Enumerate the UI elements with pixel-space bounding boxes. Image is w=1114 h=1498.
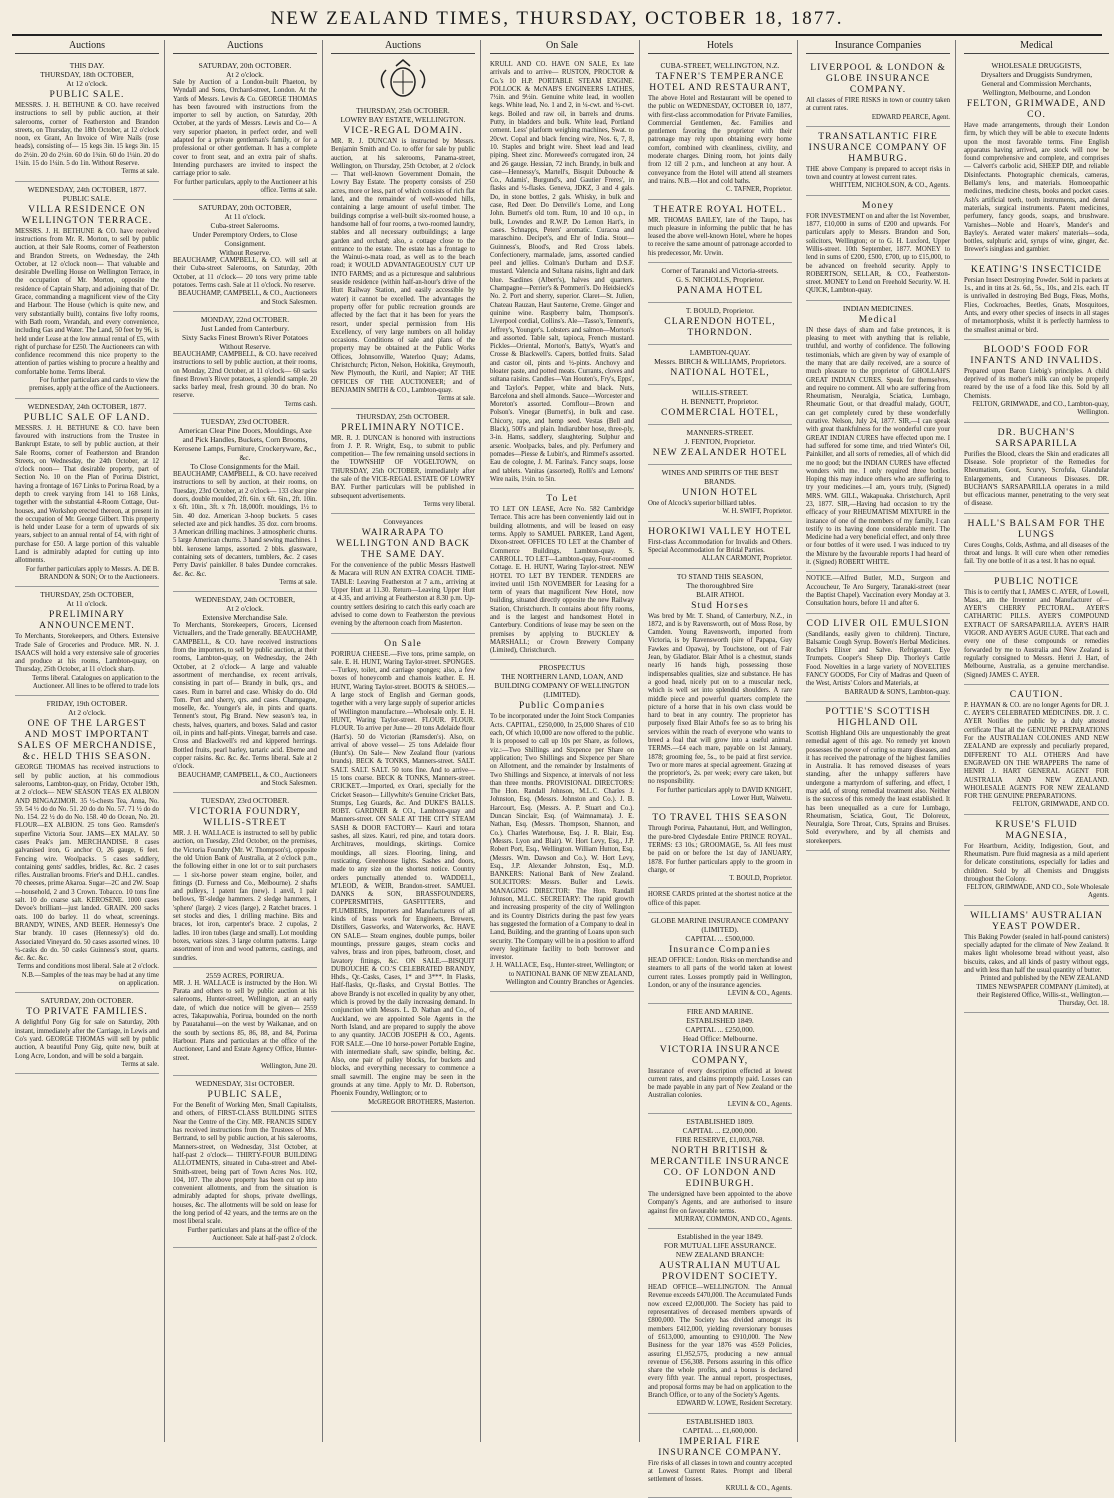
ad-body: IN these days of sham and false pretences, it is pleasing to meet with anything that is reliable, truthful, and worthy of confidence. The following testimonials, which are given by way of example of the many that are daily received, are a source of much pleasure to the proprietor of GHOLLAH'S GREAT INDIAN CURES. Speak for themselves, and require no comment. All who are suffering from Rheumatism, Neuralgia, Sciatica, Lumbago, Rheumatic Gout, or that dreadful malady, GOUT, can get completely cured by these wonderfully curative. Nelson, July 24, 1877. SIR,—I can speak with great thankfulness for the wonderful cure your GREAT INDIAN CURES have effected upon me. I had suffered for some time, and tried Winter's Oil, Painkiller, and all sorts of remedies, all of which did me no good; but the INDIAN CURES have effected wonders with me. I only required three bottles. Hoping this may induce others who are suffering to try your medicines.—I am, yours truly, (Signed) MRS. WM. GILL, Wakapuaka. Christchurch, April 23, 1877. SIR,—Having had occasion to try the efficacy of your RHEUMATISM MIXTURE in the instance of one of the members of my family, I can testify to its having done considerable merit. The Medicine had a very beneficial effect, and only three or four bottles of it were used. I was induced to try the Mixture by the favourable reports I had heard of it. (Signed) ROBERT WHITE. <box>806 326 950 567</box>
ad-subline: ESTABLISHED 1849. <box>686 1015 754 1025</box>
ad-footer: Printed and published by the NEW ZEALAND TIMES NEWSPAPER COMPANY (Limited), at their Registered Office, Willis-st., Wellington.—Thursday, Oct. 18. <box>976 975 1109 1008</box>
advertisement <box>964 340 1109 423</box>
ad-subline: Cuba-street Salerooms. <box>210 221 280 231</box>
ad-subline: Wellington, Melbourne, and London <box>982 88 1091 97</box>
ad-title: NEW ZEALANDER HOTEL <box>652 447 788 459</box>
ad-subline: WEDNESDAY, 24th OCTOBER, 1877. <box>27 401 147 411</box>
ad-subline: The thoroughbred Sire <box>686 580 754 590</box>
ad-footer: Wellington, June 20. <box>260 1062 317 1070</box>
advertisement <box>173 793 317 968</box>
column-2 <box>168 40 323 1442</box>
ad-body: For the convenience of the public Messrs Hastwell & Macara will RUN AN EXTRA COACH. TIME-TABLE: Leaving Featherston at 7 a.m., arriving at Upper Hutt at 11.30. Return—Leaving Upper Hutt at 4.35, and arriving at Featherston at 8.30 p.m. Up-country settlers desiring to catch this early coach are advised to come down to Featherston the previous evening by the afternoon coach from Masterton. <box>331 562 475 628</box>
advertisement <box>173 58 317 200</box>
ad-title: PUBLIC NOTICE <box>994 575 1079 587</box>
ad-subline: SATURDAY, 20th OCTOBER. <box>198 61 292 70</box>
advertisement <box>331 514 475 633</box>
ad-footer: FELTON, GRIMWADE, AND CO., Sole Wholesale Agents. <box>966 884 1109 900</box>
ad-subline: At 11 o'clock. <box>224 212 266 222</box>
advertisement <box>15 696 159 993</box>
ad-body: HEAD OFFICE: London. Risks on merchandise and steamers to all parts of the world taken at lowest current rates. Losses promptly paid in Wellington, London, or any of the insurance agencies. <box>648 957 792 989</box>
ad-title: TO TRAVEL THIS SEASON <box>652 812 788 824</box>
ad-subline: WEDNESDAY, 24th OCTOBER, 1877. <box>27 184 147 194</box>
advertisement <box>964 815 1109 906</box>
advertisement <box>173 414 317 592</box>
ad-title: On Sale <box>384 637 422 649</box>
ad-body: To be incorporated under the Joint Stock Companies Acts. CAPITAL, £250,000, In 25,000 Shares of £10 each, Of which 10,000 are now offered to the public. It is proposed to call up 10s per Share, as follows, viz.:—Two Shillings and Sixpence per Share on application; Two Shillings and Sixpence per Share on Allotment, and the remainder by Instalments of Two Shillings and Sixpence, at intervals of not less than three months. PROVISIONAL DIRECTORS: The Hon. Randall Johnson, M.L.C. Charles J. Johnston, Esq. (Messrs. Johnston and Co.). J. B. Harcourt, Esq. (Messrs. A. P. Stuart and Co.). Duncan Sinclair, Esq. (of Waimnamata). J. E. Nathan, Esq. (Messrs. Thompson, Shannon, and Co.). Charles Waterhouse, Esq. J. R. Blair, Esq. (Messrs. Lyon and Blair). W. Hort Levy, Esq., J.P. Robert Port, Esq., Wellington. William Hutton, Esq. (Messrs. Wm. Dawson and Co.). W. Hort Levy, Esq., J.P. Alexander Johnston, Esq., M.D. BANKERS: National Bank of New Zealand. SOLICITORS: Messrs. Buller and Lewis. MANAGING DIRECTOR: The Hon. Randall Johnson, M.L.C. SECRETARY: The rapid growth and increasing prosperity of the city of Wellington and its Country Districts during the past few years has suggested the formation of a Company to deal in Land, Building, and the granting of Loans upon such security. The Company will be in a position to afford every legitimate facility to both borrower and investor. <box>490 713 634 962</box>
ad-body: MESSRS. J. H. BETHUNE & CO. have been favoured with instructions from the Trustee in Bankrupt Estate, to sell by public auction, at their Sale Rooms, corner of Featherston and Brandon Streets, on Wednesday, the 24th October, at 12 o'clock noon— That desirable property, part of Section No. 10 on the Plan of Porirua District, having a frontage of 167 Links to Porirua Road, by a depth to creek varying from 141 to 168 Links, together with the substantial 4-Room Cottage, Out-houses, and Workshop erected thereon, at present in the occupation of Mr. George Gilbert. This property is held under Lease for a term of upwards of six years, subject to an annual rental of £4, with right of purchase for £50. A large portion of this valuable Land is admirably adapted for cutting up into allotments. <box>15 424 159 565</box>
advertisement <box>490 58 634 489</box>
ad-footer: Terms at sale. <box>437 395 475 403</box>
advertisement <box>806 58 950 127</box>
ad-subline: At 2 o'clock. <box>226 70 264 79</box>
advertisement <box>806 196 950 301</box>
ad-body: First-class Accommodation for Invalids and Others. Special Accommodation for Bridal Parties. <box>648 538 792 554</box>
ad-subline: To Close Consignments for the Mail. <box>190 462 300 472</box>
ad-footer: BEAUCHAMP, CAMPBELL, & CO., Auctioneers and Stock Salesmen. <box>178 771 317 787</box>
ad-body: For the Benefit of Working Men, Small Capitalists, and others, of FIRST-CLASS BUILDING SITES Near the Centre of the City. MR. FRANCIS SIDEY has received instructions from the Trustees of Mrs. Bertrand, to sell by public auction, at his salerooms, Manners-street, on Wednesday, 31st October, at half-past 2 o'clock— THIRTY-FOUR BUILDING ALLOTMENTS, situated in Cuba-street and Abel-Smith-street, being part of Town Acres Nos. 102, 104, 107. The above property has been cut up into convenient allotments, and from the situation is admirably adapted for shops, private dwellings, houses, &c. The allotments will be sold on lease for the long period of 42 years, and the terms are on the most liberal scale. <box>173 1102 317 1226</box>
ad-footer: Terms at sale. <box>121 1060 159 1068</box>
advertisement <box>648 1114 792 1229</box>
ad-body: Cures Coughs, Colds, Asthma, and all diseases of the throat and lungs. It will cure when other remedies fail. Try one bottle of it as a test. It has no equal. <box>964 541 1109 566</box>
ad-subline: CAPITAL ... £250,000. <box>685 1024 755 1034</box>
ad-title: CAUTION. <box>1009 688 1064 700</box>
ad-subline: LOWRY BAY ESTATE, WELLINGTON. <box>340 115 466 124</box>
ad-body: Have made arrangements, through their London firm, by which they will be able to execute Indents upon the most favorable terms. Fine English apparatus having arrived, are stock will now be found comprehensive and complete, and comprises— Calvert's carbolic acid, SHEEP DIP, and reliable Disinfectants. Photographic chemicals, cameras, Bellamy's lens, and materials. Homoeopathic medicines, medicine chests, books and pocket cases. Ash's artificial teeth, tooth instruments, and dental materials, surgical instruments. Patent medicines, perfumery, fancy goods, soaps, and brushware. Varnishes—Noble and Hoare's, Mander's and Bayley's. Aerated water makers' materials—soda, bottles, sulphuric acid, syrups of wine, ginger, &c. Brewer's isinglass and gambier. <box>964 122 1109 254</box>
advertisement <box>648 888 792 913</box>
ad-title: UNION HOTEL <box>682 487 758 499</box>
advertisement <box>173 312 317 414</box>
ad-subline: J. FENTON, Proprietor. <box>684 437 756 447</box>
ad-footer: LEVIN & CO., Agents. <box>727 1100 792 1108</box>
advertisement <box>648 263 792 303</box>
ad-title: TAFNER'S TEMPERANCE HOTEL AND RESTAURANT, <box>649 71 791 93</box>
column-7 <box>959 40 1114 1442</box>
ad-subline: WEDNESDAY, 24th OCTOBER, <box>194 595 296 605</box>
advertisement <box>964 906 1109 1014</box>
advertisement <box>648 200 792 263</box>
ad-subline: LAMBTON-QUAY. <box>689 348 751 358</box>
ad-subline: CAPITAL ... £1,600,000. <box>682 1425 758 1435</box>
ad-footer: Terms liberal. Catalogues on application to the Auctioneer. All lines to be offered to trade lots <box>32 674 159 691</box>
ad-title: POTTIE'S SCOTTISH HIGHLAND OIL <box>825 705 931 728</box>
column-3 <box>326 40 481 1442</box>
advertisement <box>964 58 1109 260</box>
ad-subline: FOR MUTUAL LIFE ASSURANCE. <box>663 1241 777 1251</box>
ad-subline: WILLIS-STREET. <box>692 388 748 398</box>
ad-title: BLOOD'S FOOD FOR INFANTS AND INVALIDS. <box>970 343 1103 366</box>
ad-subline: WHOLESALE DRUGGISTS, <box>991 61 1082 70</box>
column-1 <box>10 40 165 1442</box>
ad-body: Sale by Auction of a London-built Phaeton, by Wyndall and Sons, Orchard-street, London. At the Yards of Messrs. Lewis & Co. GEORGE THOMAS has been favoured with instructions from the importer to sell by auction, on Saturday, 20th October, at the yards of Messrs. Lewis and Co— A very superior phaeton, in perfect order, and well adapted for a private gentleman's family, or for a professional or other gentleman. It has a complete cover to front seat, and an extra pair of shafts. Intending purchasers are invited to inspect the carriage prior to sale. <box>173 79 317 178</box>
ad-title: PUBLIC SALE, <box>207 1089 283 1101</box>
advertisement <box>15 58 159 182</box>
ad-body: MR. THOMAS BAILEY, late of the Taupo, has much pleasure in informing the public that he has leased the above well-known Hotel, where he hopes to receive the same amount of patronage accorded to his predecessor, Mr. Urwin. <box>648 216 792 257</box>
ad-subline: MONDAY, 22nd OCTOBER. <box>200 314 290 324</box>
ad-title: PUBLIC SALE. <box>49 89 125 100</box>
ad-footer: T. BOULD, Proprietor. <box>729 875 792 883</box>
ad-title: Public Companies <box>518 700 606 712</box>
ad-title: To Let <box>546 493 578 505</box>
advertisement <box>173 200 317 312</box>
ad-footer: For further particulars, apply to the Auctioneer at his office. Terms at sale. <box>173 178 317 194</box>
ad-footer: For further particulars apply to Messrs. A. DE B. BRANDON & SON; Or to the Auctioneers. <box>25 565 159 581</box>
advertisement <box>964 685 1109 815</box>
ad-title: ONE OF THE LARGEST AND MOST IMPORTANT SALES OF MERCHANDISE, &c. HELD THIS SEASON. <box>17 718 157 763</box>
ad-title: VICE-REGAL DOMAIN. <box>343 125 463 136</box>
advertisement <box>648 58 792 200</box>
ad-body: (Sandilands, easily given to children). Tincture, Balsamic Cough Syrup. Bowen's Herbal Medicines. Roche's Elixer and Salve. Refrigerant. Eye Trumpets. Cooper's Sheep Dip. Thorley's Cattle Food. Novelties in a large variety of NOVELTIES FANCY GOODS, For City of Madras and Queen of the West, Artists' Colors and Materials, at <box>806 630 950 688</box>
ad-subline: THURSDAY, 25th OCTOBER, <box>40 590 134 600</box>
ad-title: FELTON, GRIMWADE, AND CO. <box>966 98 1107 120</box>
ad-body: BEAUCHAMP, CAMPBELL, & CO. will sell at their Cuba-street Salerooms, on Saturday, 20th October, at 11 o'clock— 20 tons very prime table potatoes. Terms cash. Sale at 11 o'clock. No reserve. <box>173 257 317 290</box>
advertisement <box>806 614 950 702</box>
advertisement <box>648 385 792 425</box>
ad-body: HEAD OFFICE—WELLINGTON. The Annual Revenue exceeds £470,000. The Accumulated Funds now exceed £2,000,000. The Society has paid to representatives of deceased members upwards of £800,000. The Society has divided amongst its members £412,000, yielding reversionary bonuses of £613,000, amounting to £910,000. The New Business for the year 1876 was 4559 Policies, assuring £1,952,575, producing a new annual revenue of £56,308. Persons assuring in this office share the whole profits, and a bonus is declared every fifth year. The annual report, prospectuses, and proposal forms may be had on application to the Branch Office, or to any of the Society's Agents. <box>648 1284 792 1400</box>
advertisement <box>964 572 1109 685</box>
ad-subline: THURSDAY, 25th OCTOBER. <box>356 106 450 115</box>
ad-subline: ESTABLISHED 1803. <box>686 1416 754 1426</box>
ad-subline: THIS DAY. <box>69 61 105 70</box>
ad-footer: KRULL & CO., Agents. <box>725 1484 792 1492</box>
ad-title: TRANSATLANTIC FIRE INSURANCE COMPANY OF HAMBURG. <box>808 130 948 164</box>
ad-title: Insurance Companies <box>669 944 771 956</box>
ad-body: MR. R. J. DUNCAN is instructed by Messrs. Benjamin Smith and Co. to offer for sale by public auction, at his salerooms, Panama-street, Wellington, on Thursday, 25th October, at 2 o'clock— That well-known Government Domain, the Lowry Bay Estate. The property consists of 250 acres, more or less, part of which consists of rich flat land, and the remainder of well-wooded hills, containing a large amount of useful timber. The buildings comprise a well-built six-roomed house, a handsome hall of four rooms, a two-roomed laundry, stables and all necessary outbuildings; a large garden and orchard; also, a cottage close to the entrance to the estate. The estate has a frontage to the Wainui-o-mata road, as well as to the beach road; it WOULD ADVANTAGEOUSLY CUT UP INTO FARMS; and as a picturesque and salubrious seaside residence (within half-an-hour's drive of the Hutt Railway Station, and easily accessible by water) it cannot be excelled. The advantages the property offer for public recreation grounds are affected by the fact that it has been for years the resort, under special permission from His Excellency, of very large numbers on all holiday occasions. Conditions of sale and plans of the property may be obtained at the Public Works Offices, Johnsonville, Waterloo Quay; Adams, Christchurch; Picton, Nelson, Hokitika, Greymouth, New Plymouth, the Kuril, and Napier; AT THE OFFICES OF THE AUCTIONEER; and of BENJAMIN SMITH & CO., Lambton-quay. <box>331 138 475 394</box>
ad-body: Purifies the Blood, clears the Skin and eradicates all Disease. Sole proprietor of the Remedies for Rheumatism, Gout, Scurvy, Scrofula, Glandular Enlargements, and Cutaneous Diseases. DR. BUCHAN'S SARSAPARILLA operates in a mild but efficacious manner, penetrating to the very seat of disease. <box>964 450 1109 508</box>
ad-subline: ESTABLISHED 1809. <box>686 1117 754 1126</box>
ad-footer: For further particulars and cards to view the premises, apply at the office of the Auctioneers. <box>29 377 159 393</box>
ad-subline: INDIAN MEDICINES. <box>842 303 914 313</box>
masthead-rule <box>12 34 1102 36</box>
ad-subline: Established in the year 1849. <box>677 1232 763 1242</box>
ad-title: DR. BUCHAN'S SARSAPARILLA <box>995 426 1078 449</box>
advertisement <box>648 808 792 888</box>
ad-subline: Sixty Sacks Finest Brown's River Potatoes Without Reserve. <box>182 332 308 351</box>
ad-body: MR. J. H. WALLACE is instructed by the Hon. Wi Parata and others to sell by public auction at his salerooms, Hunter-street, Wellington, at an early date, of which due notice will be given— 2559 acres, Takapuwahia, Porirua, bounded on the north by Pauatahanui—on the west by Waikanae, and on the south by sections 85, 86, 88, and 84, Porirua Harbour. Plans and particulars at the office of the Auctioneer, Land and Estate Agency Office, Hunter-street. <box>173 979 317 1062</box>
ad-body: BEAUCHAMP, CAMPBELL, & CO. have received instructions to sell by public auction, at their rooms, on Monday, 22nd October, at 11 o'clock— 60 sacks finest Brown's River potatoes, a splendid sample. 20 sacks barley meal, fresh ground. 30 do bran. No reserve. <box>173 350 317 400</box>
column-heading: Medical <box>964 40 1109 54</box>
ad-body: This is to certify that I, JAMES C. AYER, of Lowell, Mass., am the Inventor and Manufacturer of— AYER'S CHERRY PECTORAL. AYER'S CATHARTIC PILLS. AYER'S COMPOUND EXTRACT OF SARSAPARILLA. AYER'S HAIR VIGOR. AND AYER'S AGUE CURE. That each and every one of these compounds or remedies forwarded by me to Australia and New Zealand is regularly consigned to Messrs. Henri J. Hart, of Melbourne, Australia, as a genuine merchandise. (Signed) JAMES C. AYER. <box>964 588 1109 679</box>
ad-title: KRUSE'S FLUID MAGNESIA, <box>995 818 1078 841</box>
ad-subline: Drysalters and Druggists Sundrymen, <box>980 70 1093 79</box>
column-heading: On Sale <box>490 40 634 54</box>
ad-subline: BLAIR ATHOL <box>696 589 744 599</box>
ad-title: Money <box>861 199 895 211</box>
ad-title: PRELIMINARY NOTICE. <box>341 421 465 433</box>
ad-subline: SATURDAY, 20th OCTOBER, <box>198 203 292 213</box>
ad-subline: Just Landed from Canterbury. <box>200 323 290 333</box>
column-heading: Auctions <box>331 40 475 54</box>
column-heading: Auctions <box>15 40 159 54</box>
advertisement <box>648 345 792 385</box>
ad-body: For Heartburn, Acidity, Indigestion, Gout, and Rheumatism. Pure fluid magnesia as a mild aperient for delicate constitutions, especially for ladies and children. Sold by all Chemists and Druggists throughout the Colony. <box>964 842 1109 883</box>
column-heading: Insurance Companies <box>806 40 950 54</box>
ad-footer: EDWARD PEARCE, Agent. <box>871 113 950 121</box>
ad-title: AUSTRALIAN MUTUAL PROVIDENT SOCIETY. <box>659 1260 781 1283</box>
ad-title: VICTORIA INSURANCE COMPANY, <box>659 1043 781 1066</box>
ad-subline: GLOBE MARINE INSURANCE COMPANY (LIMITED). <box>651 916 789 935</box>
ad-subline: Head Office: Melbourne. <box>682 1033 758 1043</box>
advertisement <box>15 182 159 399</box>
ad-subline: CAPITAL ... £500,000. <box>685 934 755 944</box>
ad-subline: General and Commission Merchants, <box>981 79 1092 88</box>
ad-subline: At 2 o'clock. <box>68 708 106 718</box>
ad-footer: FELTON, GRIMWADE, and CO., Lambton-quay, Wellington. <box>972 401 1109 417</box>
ad-title: LIVERPOOL & LONDON & GLOBE INSURANCE COMPANY. <box>810 62 946 95</box>
ad-title: Stud Horses <box>691 599 749 611</box>
ad-subline: Under Peremptory Orders, to Close Consignment. <box>192 230 298 249</box>
ad-footer: C. TAFNER, Proprietor. <box>726 186 792 194</box>
advertisement <box>648 425 792 465</box>
advertisement <box>648 1414 792 1498</box>
ad-subline: MANNERS-STREET. <box>686 428 754 438</box>
ad-footer: W. H. SWIFT, Proprietor. <box>722 508 792 516</box>
advertisement <box>806 572 950 613</box>
ad-body: GEORGE THOMAS has received instructions to sell by public auction, at his commodious salerooms, Lambton-quay, on Friday, October 19th, at 2 o'clock— NEW SEASON TEAS EX ALBION AND BINGAZIMOR. 35 ½-chests Tea, Anna, No. 59. 54 ½ do do No. 51. 20 do do No. 57. 71 ½ do do No. 154. 22 ½ do do No. 158. 40 do Ocean, No. 20. FLOUR—EX ALBION. 25 tons Geo. Ramsden's superfine Victoria Sour. JAMS—EX MALAY. 50 cases Peak's jam. MERCHANDISE. 8 cases galvanised iron, G anchor O, 26 gauge, 6 feet. Fencing wire. Woolpacks. 5 cases saddlery, containing gents' saddles, bridles, &c. &c. 2 cases rifles. Australian brooms. Frier's and D.H.L. candles. 70 cheeses, prime Akaroa. Sugar—2C and 2W. Soap—household, 2 and 3 Crown. Tobacco. 10 tons fine salt. 10 do coarse salt. KEROSENE. 1000 cases Devoe's brilliant—just landed. GRAIN. 200 sacks oats. 100 do barley. 11 do wheat, screenings. BRANDY, WINES, AND BEER. Hennessy's One Star brandy. 10 cases (Hennessy's) old do. Associated Vineyard do. 50 cases assorted wines. 10 ¼-casks do do. 50 casks Guinness's stout, quarts. &c. &c. &c. <box>15 764 159 963</box>
ad-subline: At 12 o'clock. <box>66 79 108 88</box>
ad-subline: CUBA-STREET, WELLINGTON, N.Z. <box>660 61 780 70</box>
ad-body: PORIRUA CHEESE.—Five tons, prime sample, on sale. E. H. HUNT, Waring Taylor-street. SPONGES.—Turkey, toilet, and carriage sponges; also, a few boxes of honeycomb and chamois leather. E. H. HUNT, Waring Taylor-street. BOOTS & SHOES.—A large stock of English and German goods, together with a very large supply of superior articles of Wellington manufacture.—Wholesale only. E. H. HUNT, Waring Taylor-street. FLOUR. FLOUR. FLOUR. To arrive per June— 20 tons Adelaide flour (Hart's). 50 do Victorian (Ramsden's). Also, on arrival of above vessel— 25 tons Adelaide flour (Hunt's). On Sale— New Zealand flour (various brands). BECK & TONKS, Manners-street. SALT. SALT. SALT. SALT. 50 tons fine. And to arrive— 15 tons coarse. BECK & TONKS, Manners-street. CRICKET.—Imported, ex Orari, specially for the Cricket Season— Lillywhite's Genuine Cricket Bats, Stumps, Leg Guards, &c. And DUKE'S BALLS. ROBT. GARDNER & CO., Lambton-quay and Manners-street. ON SALE AT THE CITY STEAM SASH & DOOR FACTORY— Kauri and totara sashes, all sizes. Kauri, red pine, and totara doors. Architraves, mouldings, skirtings. Cornice mouldings, all sizes. Flooring, lining, and rusticating. Greenhouse lights. Sashes and doors, made to any size on the shortest notice. Country orders punctually attended to. WADDELL, M'LEOD, & WEIR, Brandon-street. SAMUEL DANKS & SON, BRASSFOUNDERS, COPPERSMITHS, GASFITTERS, and PLUMBERS, Importers and Manufacturers of all kinds of brass work for Engineers, Brewers, Distillers, Gasworks, and Waterworks, &c. HAVE ON SALE— Steam engines, double pumps, boiler mountings, pressure gauges, steam cocks and valves, brass and iron pipes, bathroom, closet, and lavatory fittings, &c. ON SALE.—BISQUIT DUBOUCHE & CO.'S CELEBRATED BRANDY, Hhds., Qr.-Casks, Cases, 1* and 3***. In Flasks, Half-flasks, Qr.-flasks, and Crystal Bottles. The above Brandy is not excelled in quality by any other, which is proved by the daily increasing demand. In conjunction with Messrs. L. D. Nathan and Co., of Auckland, we are appointed Sole Agents in the North Island, and are prepared to supply the above to any quantity. JACOB JOSEPH & CO., Agents. FOR SALE.—One 10 horse-power Portable Engine, with intermediate shaft, saw spindle, belting, &c. Also, one pair of pulley blocks, for buckets and blocks, and everything necessary to commence a small sawmill. The engine may be seen in the grounds at any time. Apply to Mr. D. Robertson, Phoenix Foundry, Wellington; or to <box>331 650 475 1098</box>
advertisement <box>648 303 792 345</box>
advertisement <box>964 514 1109 572</box>
advertisement <box>15 399 159 588</box>
ad-subline: TUESDAY, 23rd OCTOBER. <box>200 417 290 427</box>
column-6 <box>801 40 956 1442</box>
ad-footer: LEVIN & CO., Agents. <box>727 990 792 998</box>
ad-subline: 2559 ACRES, PORIRUA. <box>205 970 285 980</box>
advertisement <box>331 103 475 409</box>
ad-body: All classes of FIRE RISKS in town or country taken at current rates. <box>806 97 950 113</box>
ad-footer: EDWARD W. LOWE, Resident Secretary. <box>676 1400 792 1408</box>
column-4 <box>485 40 640 1442</box>
ad-title: VILLA RESIDENCE ON WELLINGTON TERRACE. <box>21 203 153 226</box>
ad-footer: Terms and conditions most liberal. Sale at 2 o'clock. N.B.—Samples of the teas may be had at any time on application. <box>17 963 159 988</box>
ad-footer: ALLAN CARMONT, Proprietor. <box>701 555 792 563</box>
ad-subline: PUBLIC SALE. <box>62 193 112 203</box>
ad-subline: SATURDAY, 20th OCTOBER. <box>40 996 134 1006</box>
ad-subline: PROSPECTUS <box>538 663 585 673</box>
ad-subline: THE NORTHERN LAND, LOAN, AND BUILDING COMPANY OF WELLINGTON (LIMITED). <box>494 672 630 700</box>
ad-footer: BARRAUD & SON'S, Lambton-quay. <box>844 688 950 696</box>
ad-footer: MURRAY, COMMON, AND CO., Agents. <box>674 1215 792 1223</box>
ad-body: Prepared upon Baron Liebig's principles. A child deprived of its mother's milk can only be properly reared by the use of a food like this. Sold by all Chemists. <box>964 367 1109 400</box>
ad-body: The above Hotel and Restaurant will be opened to the public on WEDNESDAY, OCTOBER 10, 1877, with first-class accommodation for Private Families, Commercial Gentlemen, &c. Families and gentlemen favoring the proprietor with their patronage may rely upon obtaining every home comfort, combined with cleanliness, civility, and moderate charges. Dining room, hot joints daily from 12 till 2 p.m., and luncheon at any hour. A conveyance from the Hotel will attend all steamers and trains. N.B.—Hot and cold baths. <box>648 95 792 185</box>
ad-title: COD LIVER OIL EMULSION <box>806 617 950 629</box>
ad-body: Persian Insect Destroying Powder. Sold in packets at 1s., and in tins at 2s. 6d., 5s., 10s., and 21s. each. IT is unrivalled in destroying Bed Bugs, Fleas, Moths, Flies, Cockroaches, Beetles, Gnats, Mosquitoes, Ants, and every other species of insects in all stages of metamorphosis, whilst it is perfectly harmless to the smallest animal or bird. <box>964 276 1109 334</box>
ad-title: VICTORIA FOUNDRY, WILLIS-STREET <box>189 806 301 829</box>
ad-subline: FIRE AND MARINE. <box>686 1006 754 1016</box>
ad-footer: J. H. WALLACE, Esq., Hunter-street, Wellington; or to NATIONAL BANK OF NEW ZEALAND, Wellington and Country Branches or Agencies. <box>490 962 634 986</box>
ad-footer: Terms very liberal. <box>423 500 475 508</box>
advertisement <box>648 1004 792 1114</box>
ad-title: IMPERIAL FIRE INSURANCE COMPANY. <box>658 1435 782 1458</box>
ad-footer: Further particulars and plans at the office of the Auctioneer. Sale at half-past 2 o'clock. <box>187 1226 317 1242</box>
masthead: NEW ZEALAND TIMES, THURSDAY, OCTOBER 18, 1877. <box>270 8 844 29</box>
column-heading: Auctions <box>173 40 317 54</box>
ad-title: NATIONAL HOTEL, <box>670 367 770 379</box>
ad-title: KEATING'S INSECTICIDE <box>970 263 1103 275</box>
ad-title: WILLIAMS' AUSTRALIAN YEAST POWDER. <box>970 909 1103 932</box>
ad-body: THE above Company is prepared to accept risks in town and country at lowest current rates. <box>806 165 950 182</box>
ad-body: To Merchants, Storekeepers, Grocers, Licensed Victuallers, and the Trade generally. BEAUCHAMP, CAMPBELL, & CO. have received instructions from the importers, to sell by public auction, at their rooms, Lambton-quay, on Wednesday, the 24th October, at 2 o'clock— A large and valuable assortment of merchandise, ex recent arrivals, consisting in part of— Brandy in bulk, qrs., and cases. Rum in barrel and case. Whisky do do. Old Tom. Port and sherry, qrs. and cases. Champagne, moselle, &c. Younger's ale, in pints and quarts. Tennent's stout, Pig Brand. New season's tea, in chests, halves, quarters, and boxes. Salad and castor oil, in pints and half-pints. Vinegar, barrels and case. Cross and Blackwell's red and kippered herrings. Bottled fruits, pearl barley, tartaric acid. Ebeme and copper raisins. &c. &c. &c. Terms liberal. Sale at 2 o'clock. <box>173 622 317 771</box>
ad-subline: FRIDAY, 19th OCTOBER. <box>46 699 128 709</box>
ad-footer: Terms cash. <box>284 400 317 408</box>
advertisement <box>648 522 792 569</box>
ad-body: MR. J. H. WALLACE is instructed to sell by public auction, on Tuesday, 23rd October, on the premises, the Victoria Foundry (Mr. W. Thompson's), opposite the old Union Bank of Australia, at 2 o'clock p.m., the following either in one lot or to suit purchasers— 1 six-horse power steam engine, boiler, and fittings (D. Furness and Co., Melbourne). 2 shafts and pulleys, 1 patent fan (new). 1 anvil, 1 pair bellows, 'B'-sledge hammers. 2 sledge hammers, 1 'sphere' (large). 2 vices (large), 2 Ratchet braces. 1 set stocks and dies, 1 drilling machine. Bits and braces, lot iron, carpenter's brace. 2 cupolas, 2 ladles. 10 iron tubes (large and small). Lot moulding boxes, various sizes. 3 large column patterns. Large assortment of iron and wood patterns, castings, and sundries. <box>173 830 317 962</box>
ad-body: FOR INVESTMENT on and after the 1st November, 1877, £10,000 in sums of £200 and upwards. For particulars apply to Messrs. Brandon and Son, solicitors, Wellington; or to G. H. Luxford, Upper Willis-street. 10th September, 1877. MONEY to lend in sums of £200, £500, £700, up to £15,000, to be advanced on freehold security. Apply to ROBERTSON, SELLAR, & CO., Featherston-street. MONEY to Lend on Freehold Security. W. H. QUICK, Lambton-quay. <box>806 212 950 295</box>
ad-body: P. HAYMAN & CO. are no longer Agents for DR. J. C. AYER'S CELEBRATED MEDICINES. DR. J. C. AYER Notifies the public by a duly attested certificate That all the GENUINE PREPARATIONS For the AUSTRALIAN COLONIES AND NEW ZEALAND are expressly and peculiarly prepared, DIFFERENT TO ALL OTHERS And have ENGRAVED ON THE WRAPPERS The name of HENRI J. HART GENERAL AGENT FOR AUSTRALIA AND NEW ZEALAND. WHOLESALE AGENTS FOR NEW ZEALAND FOR THE GENUINE PREPARATIONS. <box>964 701 1109 801</box>
ad-subline: TUESDAY, 23rd OCTOBER. <box>200 796 290 806</box>
advertisement <box>806 702 950 851</box>
ad-subline: American Clear Pine Doors, Mouldings, Axe and Pick Handles, Buckets, Corn Brooms, Kerosene Lamps, Furniture, Crockeryware, &c., &c. <box>173 426 317 463</box>
ad-title: PUBLIC SALE OF LAND. <box>23 411 151 423</box>
advertisement <box>806 127 950 196</box>
ad-body: BEAUCHAMP, CAMPBELL, & CO. have received instructions to sell by auction, at their rooms, on Tuesday, 23rd October, at 2 o'clock— 133 clear pine doors, double moulded, 2ft. 6in. x 6ft. 6in., 2ft. 10in. x 6ft. 10in., 3ft. x 7ft. 18,000ft. mouldings, 1½ to 5in. 40 doz. American 3-hoop buckets. 5 cases selected axe and pick handles. 35 doz. corn brooms. 3 American drilling machines. 3 atmospheric churns. 5 large American churns. 3 hand sewing machines. 1 bbl. kerosene lamps, assorted. 2 bbls. glassware, containing sets of decanters, tumblers, &c. 2 cases Perry Davis' painkiller. 8 bales Dundee corncrakes. &c. &c. &c. <box>173 471 317 578</box>
ad-footer: WHITTEM, NICHOLSON, & CO., Agents. <box>829 182 950 190</box>
advertisement <box>964 423 1109 514</box>
advertisement <box>331 409 475 515</box>
ad-footer: For further particulars apply to DAVID KNIGHT, Lower Hutt, Waiwetu. <box>656 786 792 803</box>
advertisement <box>648 1229 792 1413</box>
ad-title: THEATRE ROYAL HOTEL. <box>653 203 787 215</box>
ad-subline: Extensive Merchandise Sale. <box>202 613 288 623</box>
ad-footer: McGREGOR BROTHERS, Masterton. <box>368 1098 475 1106</box>
ad-body: NOTICE.—Alfred Butler, M.D., Surgeon and Accoucheur, Te Aro Surgery, Taranaki-street (near the Baptist Chapel). Vaccination every Monday at 3. Consultation hours, before 11 and after 6. <box>806 575 950 608</box>
ad-subline: Corner of Taranaki and Victoria-streets. <box>661 266 779 276</box>
ad-body: One of Alcock's superior billiard tables. <box>648 500 757 508</box>
ad-title: TO PRIVATE FAMILIES. <box>26 1006 148 1018</box>
ad-title: HOROKIWI VALLEY HOTEL <box>648 525 792 537</box>
ad-subline: Messrs. BIRCH & WILLIAMS, Proprietors. <box>654 357 786 367</box>
ad-body: Scottish Highland Oils are unquestionably the great remedial agent of this age. No remedy yet known possesses the power of curing so many diseases, and it has received the patronage of the highest families in Australia. It has removed diseases of years standing, after the unhappy sufferers have undergone a martyrdom of suffering, and effect, I may add, of strong remedial treatment also. Neither is the success of this remedy the least established. It has been unequalled as a cure for Lumbago, Rheumatism, Sciatica, Gout, Tic Doloreux, Neuralgia, Sore Throat, Cuts, Sprains and Bruises. Sold everywhere, and by all chemists and storekeepers. <box>806 729 950 845</box>
column-heading: Hotels <box>648 40 792 54</box>
ad-subline: TO STAND THIS SEASON, <box>676 571 764 581</box>
advertisement <box>648 913 792 1003</box>
ad-body: To Merchants, Storekeepers, and Others. Extensive Trade Sale of Groceries and Produce. MR. N. J. ISAACS will hold a very extensive sale of groceries and produce at his rooms, Lambton-quay, on Thursday, 25th October, at 11 o'clock sharp. <box>15 633 159 674</box>
ad-body: Was bred by Mr. T. Shand, of Canterbury, N.Z., in 1872, and is by Ravensworth, out of Moss Rose, by Camden. Young Ravensworth, imported from Victoria, is by Ravensworth (sire of Papapa, Guy Fawkes and Opawa), by Touchstone, out of Fair Jean, by Gladiator. Blair Athol is a chestnut, stands nearly 16 hands high, possessing those indispensables qualities, size and substance. He has a good head, nicely put on to a muscular neck, which is well set into splendid shoulders. A rare middle piece and powerful quarters complete the picture of a horse that in his own class would be hard to beat in any country. The proprietor has purposely fixed Blair Athol's fee so as to bring his services within the reach of everyone who wants to breed a foal that will grow into a useful animal. TERMS.—£4 each mare, payable on 1st January, 1878; grooming fee, 5s., to be paid at first service. Two or more mares at special agreement. Grazing at the proprietor's, 2s. per week; every care taken, but no responsibility. <box>648 612 792 786</box>
ad-body: This Baking Powder (sealed in half-pound canisters) specially adapted for the climate of New Zealand. It makes light wholesome bread without yeast, also biscuits, cakes, and all kinds of pastry without eggs, and with less than half the usual quantity of butter. <box>964 933 1109 974</box>
ad-subline: Without Reserve. <box>219 248 271 258</box>
advertisement <box>648 465 792 522</box>
ad-body: HORSE CARDS printed at the shortest notice at the office of this paper. <box>648 891 792 907</box>
ad-subline: CAPITAL ... £2,000,000. <box>682 1126 758 1135</box>
advertisement <box>15 587 159 696</box>
ad-subline: G. S. NICHOLLS, Proprietor. <box>675 275 765 285</box>
ad-body: Fire risks of all classes in town and country accepted at Lowest Current Rates. Prompt and liberal settlement of losses. <box>648 1459 792 1484</box>
advertisement <box>648 569 792 809</box>
column-5 <box>643 40 798 1492</box>
ad-footer: BEAUCHAMP, CAMPBELL, & CO., Auctioneers and Stock Salesmen. <box>178 290 317 306</box>
ad-title: CLARENDON HOTEL, THORNDON. <box>664 316 776 339</box>
ad-subline: H. BENNETT, Proprietor. <box>681 397 759 407</box>
royal-crest-icon <box>374 58 432 100</box>
ad-body: KRULL AND CO. HAVE ON SALE, Ex late arrivals and to arrive— RUSTON, PROCTOR & Co.'s 10 H.P. PORTABLE STEAM ENGINE. POLLOCK & McNAB'S ENGINEERS LATHES, 7½in. and 9½in. Genuine white lead, in woollen kegs. White lead, No. 1 and 2, in ¼-cwt. and ½-cwt. kegs. Boiled and raw oil, in barrels and drums. Putty, in bladders and bulk. White lead, Portland cement. Less' platform weighing machines, Swat. to 20cwt. Copal and black fencing wire, Nos. 6, 7, 8, 10. Staples and bright wire. Sheet lead and lead piping. Sheet zinc. Moreweed's corrugated iron, 24 and 26 gauge. Hessian, 72 inch. Brandy, in bulk and case—Hennessy's, Martell's, Bisquit Dubouche & Co., Adamis', Burgund's, and Gautier Freres', in flasks and ½-flasks. Geneva, JDKZ, 3 and 4 gals. Do, in stone bottles, 2 gals. Whisky, in bulk and case, Red Deer. Do Denville's Lorne, and Long John. Burnett's old tom. Rum, 10 and 10 o.p., in bulk, Lowndes and R.W.P. Do Lemon Hart's, in cases. Schnapps, Peters' aromatic. Curacoa and maraschino. Decipet's, and Ehr of India. Stout—Guinness's, Blood's, and Red Cross labels. Confectionery, marmalade, jams, assorted candied peel and jellies. Colman's Durham and D.S.F. mustard. Valencia and Sultana raisins, light and dark blue. Sardines (Albert's), halves and quarters. Champagne—Perrier's & Pommeri's. Do Heidsieck's No. 2. Port and sherry, superior. Claret—St. Julien, Chateau Rauzan, Haut Sauterne, Creme. Ginger and quinine wine. Raspberry balm, Thompson's. Liverpool cordial, Collins's. Ale—Tasso's, Tennent's, Jeffrey's, Younger's. Lobsters and salmon—Morton's and assorted. Table salt, tapioca, French mustard. Pickles—Oriental, Morton's, Batty's, Wyatt's and Crosse & Blackwell's. Capers, bottled fruits. Salad and castor oil, pints and ½-pints. Anchovy and bloater paste, and potted meats. Currants, cloves and sultana raisins. Candles—Van Houten's, Fry's, Epps', and Taylor's. Pepper, white and black. Nuts, Barcelona and shell almonds. Sauce—Worcester and Moreton's assorted. Cornflour—Brown and Polson's. Vinegar (Burnett's), in bulk and case. Chicory, rape, and hemp seed. Vestas (Bell and Black), 500's and plain. Indiarubber hose, three-ply, 3-in. Hams, saddlery, slaughtering. Sulphur and arsenic. Woolpacks, bales, and ply. Perfumery and pomades—Piesse & Lubin's, and Rimmel's assorted. Eau de cologne, J. M. Farina's. Fancy soaps, loose and tablets. Vanitas (assorted), Rolli's and Lemons' Wire nails, 1½in. to 5in. <box>490 61 634 483</box>
ad-subline: WEDNESDAY, 31st OCTOBER. <box>195 1079 295 1089</box>
ad-body: MESSRS. J. H. BETHUNE & CO. have received instructions from Mr. R. Morton, to sell by public auction, at their Sale Rooms, corner of Featherston and Brandon Streets, on Wednesday, the 24th October, at 12 o'clock noon— That valuable and desirable Dwelling House on Wellington Terrace, in the occupation of Mr. Morton, opposite the residence of Captain Sharp, and adjoining that of Dr. Grace, commanding a magnificent view of the City and Harbour. The House (which is quite new, and very substantially built), contains five lofty rooms, with Bath room, Verandah, and every convenience, including Gas and Water. The Land, 50 feet by 96, is held under Lease at the low annual rental of £5, with right of purchase for £250. The Auctioneers can with confidence recommend this nice property to the attention of parties wishing to procure a healthy and comfortable home. Terms liberal. <box>15 227 159 376</box>
ad-subline: At 2 o'clock. <box>226 604 264 614</box>
ad-title: COMMERCIAL HOTEL, <box>661 407 779 419</box>
ad-body: Through Porirua, Pahautanui, Hutt, and Wellington, the pure-bred Clydesdale Entire PRINCE ROYAL. TERMS: £3 10s.; GROOMAGE, 5s. All fees must be paid on or before the 1st day of JANUARY, 1878. For further particulars apply to the groom in charge, or <box>648 825 792 874</box>
ad-body: MESSRS. J. H. BETHUNE & CO. have received instructions to sell by public auction, at their salerooms, corner of Featherston and Brandon streets, on Thursday, the 18th October, at 12 o'clock noon, ex Grant, An Invoice of Wire Nails (rose heads), consisting of— 15 kegs 3in. 15 kegs 3in. 15 do 2½in. 20 do 2½in. 60 do 1¾in. 60 do 1¼in. 20 do 1¼in. 15 do 1¼in. 5 do 1in. Without Reserve. <box>15 102 159 168</box>
ad-subline: THURSDAY, 25th OCTOBER. <box>356 411 450 421</box>
advertisement <box>173 592 317 793</box>
ad-body: MR. R. J. DUNCAN is honored with instructions from J. P. R. Wright, Esq., to submit to public competition— The few remaining unsold sections in the TOWNSHIP OF VOGELTOWN, on THURSDAY, 25th OCTOBER, immediately after the sale of the VICE-REGAL ESTATE OF LOWRY BAY. Further particulars will be published in subsequent advertisements. <box>331 434 475 500</box>
ad-footer: FELTON, GRIMWADE, AND CO. <box>1012 801 1109 809</box>
ad-body: TO LET ON LEASE, Acre No. 582 Cambridge Terrace. This acre has been conveniently laid out in building allotments, and will be leased on easy terms. Apply to SAMUEL PARKER, Land Agent, Dixon-street. OFFICES TO LET at the Chamber of Commerce Buildings, Lambton-quay. S. CARROLL. TO LET—Lambton-quay, Four-roomed Cottage. E. H. HUNT, Waring Taylor-street. NEW HOTEL TO LET BY TENDER. TENDERS are invited until 15th NOVEMBER for Leasing for a term of years that magnificent New Hotel, now building, situated directly opposite the new Railway Station, Christchurch. It contains about fifty rooms, and is the largest and handsomest Hotel in Canterbury. Conditions of lease may be seen on the premises by applying to BUCKLEY & MARSHALL; or Crown Brewery Company (Limited), Christchurch. <box>490 506 634 655</box>
ad-subline: NEW ZEALAND BRANCH: <box>675 1250 765 1260</box>
ad-subline: THURSDAY, 18th OCTOBER, <box>40 70 134 79</box>
ad-subline: At 11 o'clock. <box>66 599 108 609</box>
ad-title: Medical <box>858 313 898 325</box>
ad-title: PANAMA HOTEL <box>676 285 763 297</box>
ad-footer: Terms at sale. <box>121 168 159 176</box>
ad-title: PRELIMINARY ANNOUNCEMENT. <box>39 609 135 632</box>
advertisement <box>806 301 950 573</box>
ad-subline: WINES AND SPIRITS OF THE BEST BRANDS. <box>661 468 779 487</box>
ad-title: HALL'S BALSAM FOR THE LUNGS <box>967 517 1106 540</box>
advertisement <box>173 1076 317 1248</box>
advertisement <box>173 968 317 1076</box>
ad-subline: FIRE RESERVE, £1,003,768. <box>675 1135 765 1144</box>
ad-title: NORTH BRITISH & MERCANTILE INSURANCE CO. OF LONDON AND EDINBURGH. <box>650 1145 790 1189</box>
ad-body: Insurance of every description effected at lowest current rates, and claims promptly paid. Losses can be made payable in any part of New Zealand or the Australian colonies. <box>648 1067 792 1100</box>
ad-body: The undersigned have been appointed to the above Company's Agents, and are authorised to insure against fire on favourable terms. <box>648 1191 792 1215</box>
ad-body: A delightful Pony Gig for sale on Saturday, 20th instant, immediately after the Carriage, in Lewis and Co's yard. GEORGE THOMAS will sell by public auction, A beautiful Pony Gig, quite new, built at Long Acre, London, and will be sold a bargain. <box>15 1019 159 1060</box>
advertisement <box>964 260 1109 340</box>
advertisement <box>331 634 475 1112</box>
ad-footer: Terms at sale. <box>279 578 317 586</box>
ad-title: WAIRARAPA TO WELLINGTON AND BACK THE SAME DAY. <box>336 527 470 561</box>
ad-subline: Conveyances <box>383 517 423 527</box>
advertisement <box>15 993 159 1074</box>
ad-subline: T. BOULD, Proprietor. <box>685 306 755 316</box>
advertisement <box>490 660 634 992</box>
advertisement <box>490 489 634 660</box>
